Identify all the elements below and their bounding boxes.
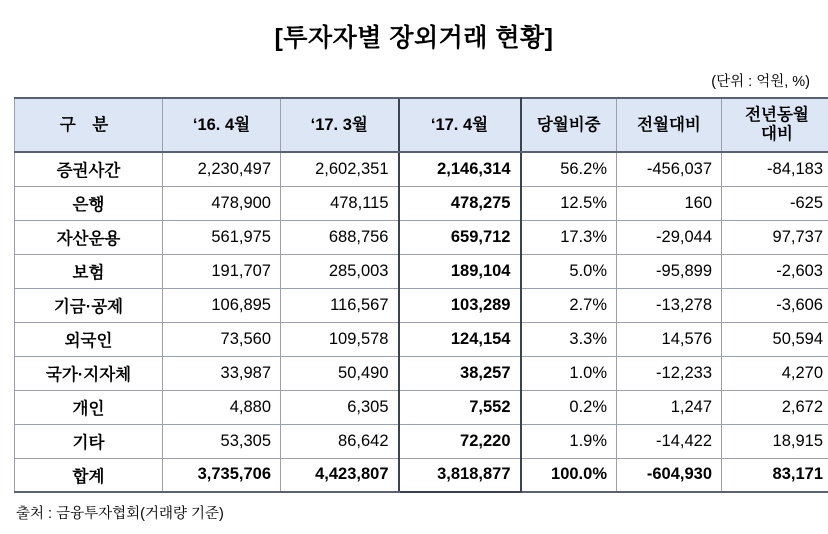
row-label: 은행 xyxy=(15,186,163,220)
cell-2017-03: 478,115 xyxy=(281,186,399,220)
cell-2016-04: 33,987 xyxy=(163,356,281,390)
cell-mom: -604,930 xyxy=(617,458,722,492)
cell-yoy: 4,270 xyxy=(722,356,828,390)
cell-2017-03: 2,602,351 xyxy=(281,152,399,186)
cell-2017-03: 50,490 xyxy=(281,356,399,390)
cell-share: 56.2% xyxy=(521,152,617,186)
cell-2016-04: 191,707 xyxy=(163,254,281,288)
cell-2017-04: 659,712 xyxy=(399,220,521,254)
cell-yoy: 83,171 xyxy=(722,458,828,492)
row-label: 개인 xyxy=(15,390,163,424)
cell-yoy: 18,915 xyxy=(722,424,828,458)
cell-share: 5.0% xyxy=(521,254,617,288)
cell-2017-03: 86,642 xyxy=(281,424,399,458)
cell-2017-04: 478,275 xyxy=(399,186,521,220)
column-header-2017-04: ‘17. 4월 xyxy=(399,98,521,152)
row-label: 기타 xyxy=(15,424,163,458)
cell-2017-04: 124,154 xyxy=(399,322,521,356)
table-body xyxy=(15,152,828,492)
table-row xyxy=(15,288,828,322)
cell-mom: -14,422 xyxy=(617,424,722,458)
header-row xyxy=(15,98,828,152)
column-header-yoy xyxy=(722,98,828,152)
table-row xyxy=(15,356,828,390)
column-header-mom: 전월대비 xyxy=(617,98,722,152)
table-row xyxy=(15,186,828,220)
page-title: [투자자별 장외거래 현황] xyxy=(14,18,814,54)
table-row xyxy=(15,220,828,254)
source-note: 출처 : 금융투자협회(거래량 기준) xyxy=(14,502,814,523)
cell-share: 1.0% xyxy=(521,356,617,390)
cell-2016-04: 3,735,706 xyxy=(163,458,281,492)
cell-share: 2.7% xyxy=(521,288,617,322)
cell-yoy: -625 xyxy=(722,186,828,220)
cell-mom: 1,247 xyxy=(617,390,722,424)
column-header-2016-04: ‘16. 4월 xyxy=(163,98,281,152)
column-header-category: 구 분 xyxy=(15,98,163,152)
cell-2016-04: 2,230,497 xyxy=(163,152,281,186)
row-label: 국가·지자체 xyxy=(15,356,163,390)
cell-2016-04: 106,895 xyxy=(163,288,281,322)
cell-mom: 160 xyxy=(617,186,722,220)
table-row xyxy=(15,254,828,288)
cell-2017-03: 285,003 xyxy=(281,254,399,288)
cell-mom: -29,044 xyxy=(617,220,722,254)
cell-yoy: 97,737 xyxy=(722,220,828,254)
table-row xyxy=(15,424,828,458)
cell-2017-03: 688,756 xyxy=(281,220,399,254)
cell-2017-04: 189,104 xyxy=(399,254,521,288)
cell-yoy: -3,606 xyxy=(722,288,828,322)
cell-mom: -13,278 xyxy=(617,288,722,322)
cell-mom: -95,899 xyxy=(617,254,722,288)
cell-share: 100.0% xyxy=(521,458,617,492)
cell-yoy: 50,594 xyxy=(722,322,828,356)
column-header-yoy-line1: 전년동월 xyxy=(745,106,809,124)
row-label: 증권사간 xyxy=(15,152,163,186)
cell-2017-03: 6,305 xyxy=(281,390,399,424)
document-page xyxy=(0,18,828,534)
cell-2017-04: 38,257 xyxy=(399,356,521,390)
cell-2016-04: 478,900 xyxy=(163,186,281,220)
table-header xyxy=(15,98,828,152)
row-label: 기금·공제 xyxy=(15,288,163,322)
cell-share: 1.9% xyxy=(521,424,617,458)
row-label: 외국인 xyxy=(15,322,163,356)
cell-2017-04: 3,818,877 xyxy=(399,458,521,492)
table-row xyxy=(15,322,828,356)
unit-note: (단위 : 억원, %) xyxy=(14,70,814,91)
cell-2016-04: 561,975 xyxy=(163,220,281,254)
cell-2017-04: 2,146,314 xyxy=(399,152,521,186)
cell-mom: 14,576 xyxy=(617,322,722,356)
otc-trading-by-investor-table xyxy=(14,97,828,493)
table-row-total xyxy=(15,458,828,492)
cell-share: 12.5% xyxy=(521,186,617,220)
cell-share: 0.2% xyxy=(521,390,617,424)
row-label: 보험 xyxy=(15,254,163,288)
cell-2017-03: 116,567 xyxy=(281,288,399,322)
cell-2017-04: 103,289 xyxy=(399,288,521,322)
cell-mom: -456,037 xyxy=(617,152,722,186)
cell-2017-03: 109,578 xyxy=(281,322,399,356)
cell-yoy: -84,183 xyxy=(722,152,828,186)
column-header-month-share: 당월비중 xyxy=(521,98,617,152)
cell-2016-04: 4,880 xyxy=(163,390,281,424)
cell-yoy: 2,672 xyxy=(722,390,828,424)
row-label: 자산운용 xyxy=(15,220,163,254)
row-label: 합계 xyxy=(15,458,163,492)
cell-2016-04: 73,560 xyxy=(163,322,281,356)
cell-share: 17.3% xyxy=(521,220,617,254)
cell-share: 3.3% xyxy=(521,322,617,356)
column-header-2017-03: ‘17. 3월 xyxy=(281,98,399,152)
cell-2017-03: 4,423,807 xyxy=(281,458,399,492)
cell-2017-04: 72,220 xyxy=(399,424,521,458)
table-row xyxy=(15,152,828,186)
cell-2017-04: 7,552 xyxy=(399,390,521,424)
cell-2016-04: 53,305 xyxy=(163,424,281,458)
cell-yoy: -2,603 xyxy=(722,254,828,288)
cell-mom: -12,233 xyxy=(617,356,722,390)
table-row xyxy=(15,390,828,424)
column-header-yoy-line2: 대비 xyxy=(761,125,793,143)
